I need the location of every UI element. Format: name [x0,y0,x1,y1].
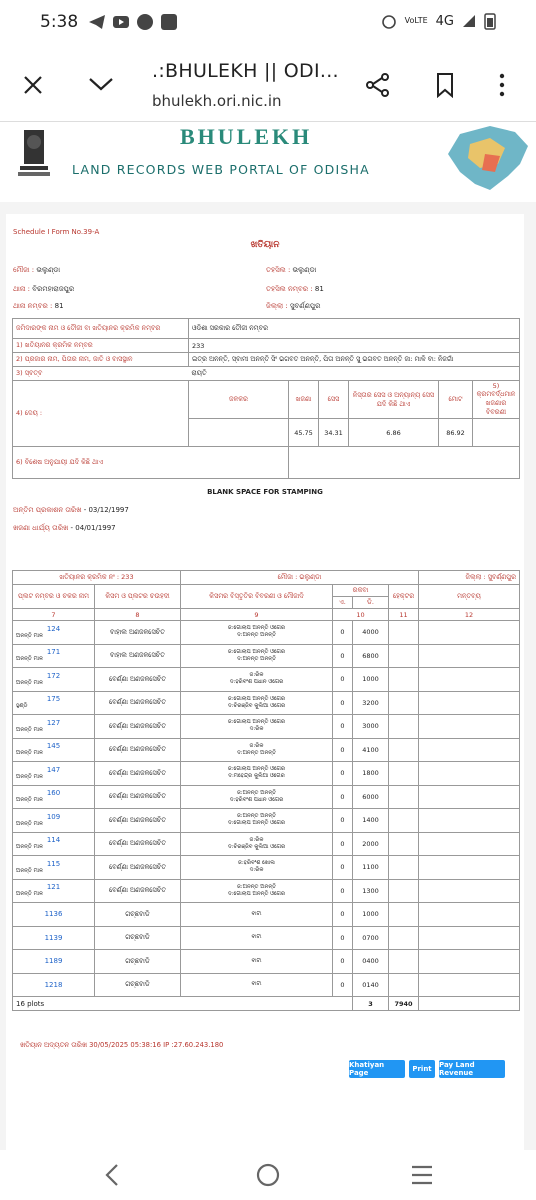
details-cell [181,926,333,950]
hectare-cell [389,832,419,856]
remarks-cell [419,809,520,833]
decimal-cell: 1300 [353,879,389,903]
r4-val-4: 6.86 [349,419,439,447]
plot-cell [13,785,95,809]
rent-date-label: ଖଜଣା ଧାର୍ଯ୍ୟ ତାରିଖ [13,524,69,532]
col-7-number: 7 [13,609,95,621]
decimal-cell: 4100 [353,738,389,762]
telegram-icon [88,14,106,30]
plot-cell [13,762,95,786]
viber-icon [136,13,154,31]
site-header [0,122,536,202]
schedule-form-label: Schedule I Form No.39-A [13,228,100,236]
plot-number-link[interactable]: 1218 [44,980,63,989]
plot-number-link[interactable]: 145 [46,742,61,751]
table-row [13,785,520,809]
plot-cell [13,950,95,974]
table-row [13,973,520,997]
kisam-cell: ବେର୍ଣ୍ଣା ଅଣଜଳସେଚିତ [95,762,181,786]
acre-cell: 0 [333,856,353,880]
details-line-2: ଦ:ଗୋଲାପ ଅନନ୍ତି ଓଗେର [227,820,286,827]
col-10a-header: ଏ. [333,597,353,609]
acre-cell: 0 [333,785,353,809]
final-pub-label: ଅନ୍ତିମ ପ୍ରକାଶନ ତାରିଖ [13,506,82,514]
acre-cell: 0 [333,715,353,739]
status-bar [0,0,536,46]
details-line-2: ଦ:ଅନନ୍ତ ଅନନ୍ତି [236,632,277,639]
mouza-label: ମୌଜା : [13,266,35,274]
total-plots: 16 plots [13,997,353,1011]
final-pub-date: - 03/12/1997 [83,506,129,514]
details-line-2: ଦ:ମହେନ୍ଦ୍ର କୁଲିଆ ଓଗେର [228,773,285,780]
kisam-cell: ବେର୍ଣ୍ଣା ଅଣଜଳସେଚିତ [95,879,181,903]
remarks-cell [419,738,520,762]
rent-date: - 04/01/1997 [70,524,116,532]
details-line-2: ଦ:ଚିରଞ୍ଜିବ କୁଲିଆ ଓଗେର [227,843,286,850]
hectare-cell [389,856,419,880]
volte-label: VoLTE [404,16,428,25]
mouza-value: ଭଲୁଣ୍ଡା [36,266,61,274]
remarks-cell [419,926,520,950]
acre-cell: 0 [333,668,353,692]
emblem-icon [14,126,54,182]
remarks-cell [419,785,520,809]
details-cell [181,738,333,762]
details-line-2: ଦ:ଚିରଞ୍ଜିବ କୁଲିଆ ଓଗେର [227,702,286,709]
remarks-cell [419,762,520,786]
plot-chaka: ଅନନ୍ତି ମାଳ [16,679,43,686]
close-icon[interactable] [22,74,44,96]
decimal-cell: 1400 [353,809,389,833]
remarks-cell [419,668,520,692]
web-page [0,122,536,1150]
col-8-number: 8 [95,609,181,621]
remarks-cell [419,644,520,668]
r4-val-6 [473,419,520,447]
browser-toolbar [0,46,536,122]
decimal-cell: 6000 [353,785,389,809]
details-cell [181,715,333,739]
alarm-icon [381,13,397,29]
hectare-cell [389,973,419,997]
plot-number-link[interactable]: 175 [46,695,61,704]
details-cell [181,950,333,974]
page-title: .:BHULEKH || ODI... [152,60,339,82]
total-decimal: 7940 [389,997,419,1011]
col-8-header: କିସମ ଓ ପ୍ଲଟର ଚଉହଦୀ [95,585,181,609]
tahasil-no-value: 81 [314,285,324,293]
plot-number-link[interactable]: 124 [46,624,61,633]
plot-chaka: ଅନନ୍ତି ମାଳ [16,773,43,780]
r4-val-1 [189,419,289,447]
r4-head-4: ନିସ୍ତାର ସେସ ଓ ଅନ୍ୟାନ୍ୟ ସେସ ଯଦି କିଛି ଥାଏ [349,381,439,419]
remarks-cell [419,973,520,997]
plots-khata-header: ଖତିୟାନର କ୍ରମିକ ନଂ : 233 [13,571,181,585]
details-line-1: ବାଟା [251,934,262,941]
brand-logo: BHULEKH [180,124,313,149]
plot-number-link[interactable]: 1136 [44,910,63,919]
details-line-1: ବାଟା [251,981,262,988]
details-line-1: ଜ:ଗୋଲାପ ଅନନ୍ତି ଓଗେର [227,766,286,773]
r4-val-5: 86.92 [439,419,473,447]
kisam-cell: ବେର୍ଣ୍ଣା ଅଣଜଳସେଚିତ [95,691,181,715]
plot-number-link[interactable]: 160 [46,789,61,798]
plot-number-link[interactable]: 114 [46,836,61,845]
plot-chaka: ଅନନ୍ତି ମାଳ [16,891,43,898]
plot-cell [13,879,95,903]
pay-land-revenue-button[interactable]: Pay Land Revenue [439,1060,505,1078]
decimal-cell: 1800 [353,762,389,786]
kisam-cell: ବାହାଲ ଅଣଜଳସେଚିତ [95,644,181,668]
table-row [13,950,520,974]
r4-head-1: ଜଳକର [189,381,289,419]
plot-chaka: ହୁଣ୍ଡି [16,703,28,710]
back-icon[interactable] [104,1162,120,1188]
decimal-cell: 4000 [353,621,389,645]
android-nav-bar [0,1150,536,1200]
kisam-cell: ବେର୍ଣ୍ଣା ଅଣଜଳସେଚିତ [95,668,181,692]
details-line-1: ଜ:ହରିବଂଶ ଖୋଲ [238,860,275,867]
district-label: ଜିଲ୍ଲା : [266,302,288,310]
table-row [13,621,520,645]
details-cell [181,856,333,880]
plot-cell [13,738,95,762]
remarks-cell [419,621,520,645]
details-line-1: ଜ:ଗୋଲାପ ଅନନ୍ତି ଓଗେର [227,695,286,702]
plot-chaka: ଅନନ୍ତି ମାଳ [16,797,43,804]
details-line-1: ଜ:ଅନନ୍ତ ଅନନ୍ତି [236,813,277,820]
details-cell [181,668,333,692]
plot-number-link[interactable]: 109 [46,812,61,821]
r1-value: 233 [189,339,520,353]
acre-cell: 0 [333,832,353,856]
details-cell [181,762,333,786]
details-cell [181,691,333,715]
status-time: 5:38 [40,12,79,32]
kisam-cell: ବାହାଲ ଅଣଜଳସେଚିତ [95,621,181,645]
plot-chaka: ଅନନ୍ତି ମାଳ [16,726,43,733]
details-line-1: ଜ:ରିକ [249,672,264,679]
decimal-cell: 2000 [353,832,389,856]
acre-cell: 0 [333,973,353,997]
details-cell [181,809,333,833]
bookmark-icon[interactable] [435,72,455,98]
acre-cell: 0 [333,621,353,645]
stamp-space: BLANK SPACE FOR STAMPING [207,488,323,496]
hectare-cell [389,950,419,974]
kisam-cell: ବେର୍ଣ୍ଣା ଅଣଜଳସେଚିତ [95,856,181,880]
plot-chaka: ଅନନ୍ତି ମାଳ [16,656,43,663]
plot-cell [13,856,95,880]
plot-cell [13,832,95,856]
acre-cell: 0 [333,926,353,950]
table-row [13,762,520,786]
details-line-2: ଦ:ଅନନ୍ତ ଅନନ୍ତି [236,749,277,756]
plot-chaka: ଅନନ୍ତି ମାଳ [16,750,43,757]
hectare-cell [389,785,419,809]
r4-val-2: 45.75 [289,419,319,447]
table-row [13,644,520,668]
details-cell [181,832,333,856]
details-cell [181,879,333,903]
r3-value: ରାୟତି [189,367,520,381]
kisam-cell: ଗଚ୍ଛବାଡି [95,903,181,927]
col-10b-header: ଡି. [353,597,389,609]
plot-chaka: ଅନନ୍ତି ମାଳ [16,844,43,851]
details-cell [181,644,333,668]
plot-chaka: ଅନନ୍ତି ମାଳ [16,632,43,639]
district-value: ସୁବର୍ଣ୍ଣପୁର [289,302,321,310]
total-empty [419,997,520,1011]
plot-chaka: ଅନନ୍ତି ମାଳ [16,820,43,827]
tahasil-value: ଭଲୁଣ୍ଡା [292,266,317,274]
decimal-cell: 0400 [353,950,389,974]
page-url[interactable]: bhulekh.ori.nic.in [152,92,282,110]
acre-cell: 0 [333,691,353,715]
table-row [13,926,520,950]
col-9-number: 9 [181,609,333,621]
hectare-cell [389,903,419,927]
plot-number-link[interactable]: 171 [46,648,61,657]
details-line-1: ଜ:ରିକ [249,836,264,843]
remarks-cell [419,950,520,974]
document-heading: ଖତିୟାନ [250,240,280,250]
r6-label: 6) ବିଶେଷ ଅନୁଯାୟୀ ଯଦି କିଛି ଥାଏ [13,447,289,479]
details-line-2: ଦ:ରିକ [249,726,264,733]
plot-number-link[interactable]: 172 [46,671,61,680]
details-line-1: ଜ:ରିକ [249,742,264,749]
kisam-cell: ବେର୍ଣ୍ଣା ଅଣଜଳସେଚିତ [95,785,181,809]
table-row [13,668,520,692]
remarks-cell [419,691,520,715]
plot-cell [13,668,95,692]
hectare-cell [389,879,419,903]
r6-value [289,447,520,479]
table-row [13,691,520,715]
plot-rows [13,621,520,997]
acre-cell: 0 [333,762,353,786]
plot-cell [13,973,95,997]
plot-cell [13,691,95,715]
plot-cell [13,715,95,739]
decimal-cell: 1100 [353,856,389,880]
acre-cell: 0 [333,879,353,903]
col-10-header: ରକବା [333,585,389,597]
kisam-cell: ବେର୍ଣ୍ଣା ଅଣଜଳସେଚିତ [95,809,181,833]
decimal-cell: 0140 [353,973,389,997]
table-row [13,856,520,880]
hectare-cell [389,621,419,645]
col-11-number: 11 [389,609,419,621]
r4-head-6: 5) କ୍ରମବର୍ଦ୍ଧମାନ ଖଜଣାର ବିବରଣୀ [473,381,520,419]
hectare-cell [389,809,419,833]
thana-value: ବିରମହାରାଜପୁର [32,285,75,293]
remarks-cell [419,856,520,880]
col-12-header: ମନ୍ତବ୍ୟ [419,585,520,609]
kisam-cell: ଗଚ୍ଛବାଡି [95,926,181,950]
details-line-2: ଦ:ଗୋଲାପ ଅନନ୍ତି ଓଗେର [227,890,286,897]
r0-value: ଓଡିଶା ସରକାର ତୌଜୀ ନମ୍ବର [189,319,520,339]
plot-cell [13,926,95,950]
details-line-2: ଦ:ହରିବଂଶ ପଧାନ ଓଗେର [229,796,284,803]
details-line-1: ବାଟା [251,957,262,964]
thana-no-label: ଥାନା ନମ୍ବର : [13,302,53,310]
details-line-2: ଦ:ଅନନ୍ତ ଅନନ୍ତି [236,655,277,662]
khatiyan-sheet [6,214,524,1150]
tahasil-no-label: ତହସିଲ ନମ୍ବର : [266,285,313,293]
col-7-header: ପ୍ଲଟ ନମ୍ବର ଓ ଚକର ନାମ [13,585,95,609]
decimal-cell: 1000 [353,903,389,927]
plot-number-link[interactable]: 127 [46,718,61,727]
plots-district-header: ଜିଲ୍ଲା : ସୁବର୍ଣ୍ଣପୁର [419,571,520,585]
khatiyan-details-table [12,318,520,479]
plots-table [12,570,520,1011]
plot-cell [13,809,95,833]
details-cell [181,973,333,997]
kisam-cell: ବେର୍ଣ୍ଣା ଅଣଜଳସେଚିତ [95,832,181,856]
details-line-1: ଜ:ଅନନ୍ତ ଅନନ୍ତି [236,789,277,796]
details-line-1: ଜ:ଗୋଲାପ ଅନନ୍ତି ଓଗେର [227,625,286,632]
details-line-1: ଜ:ଗୋଲାପ ଅନନ୍ତି ଓଗେର [227,648,286,655]
total-acre: 3 [353,997,389,1011]
decimal-cell: 6800 [353,644,389,668]
plot-chaka: ଅନନ୍ତି ମାଳ [16,867,43,874]
r4-head-2: ଖଜଣା [289,381,319,419]
status-right [381,12,496,30]
plots-mouza-header: ମୌଜା : ଭଲୁଣ୍ଡା [181,571,419,585]
details-line-2: ଦ:ହରିବଂଶ ପଧାନ ଓଗେର [229,679,284,686]
hectare-cell [389,762,419,786]
odisha-map-icon [440,124,530,194]
plot-cell [13,621,95,645]
network-label: 4G [435,13,454,29]
print-button[interactable]: Print [409,1060,435,1078]
details-cell [181,621,333,645]
acre-cell: 0 [333,644,353,668]
battery-icon [484,12,496,30]
tahasil-label: ତହସିଲ : [266,266,291,274]
acre-cell: 0 [333,738,353,762]
hectare-cell [389,644,419,668]
r4-label: 4) ଦେୟ : [13,381,189,447]
home-icon[interactable] [255,1162,281,1188]
thana-label: ଥାନା : [13,285,31,293]
r3-label: 3) ସ୍ବତ୍ବ [13,367,189,381]
plot-number-link[interactable]: 121 [46,883,61,892]
khatiyan-page-button[interactable]: Khatiyan Page [349,1060,405,1078]
r1-label: 1) ଖତିୟାନର କ୍ରମିକ ନମ୍ବର [13,339,189,353]
decimal-cell: 3200 [353,691,389,715]
kisam-cell: ଗଚ୍ଛବାଡି [95,950,181,974]
remarks-cell [419,879,520,903]
more-icon[interactable] [498,72,506,98]
acre-cell: 0 [333,809,353,833]
r4-head-5: ମୋଟ [439,381,473,419]
acre-cell: 0 [333,950,353,974]
plot-cell [13,644,95,668]
acre-cell: 0 [333,903,353,927]
last-updated: ଖତିୟାନ ଅଦ୍ୟତନ ତାରିଖ 30/05/2025 05:38:16 IP :27.60.243.180 [20,1041,224,1049]
plot-number-link[interactable]: 147 [46,765,61,774]
thana-no-value: 81 [54,302,64,310]
decimal-cell: 3000 [353,715,389,739]
col-12-number: 12 [419,609,520,621]
hectare-cell [389,738,419,762]
hectare-cell [389,926,419,950]
table-row [13,903,520,927]
remarks-cell [419,832,520,856]
r2-label: 2) ପ୍ରଜାର ନାମ, ପିତାର ନାମ, ଜାତି ଓ ବାସସ୍ଥାନ [13,353,189,367]
plot-number-link[interactable]: 1189 [44,957,63,966]
plot-number-link[interactable]: 1139 [44,933,63,942]
decimal-cell: 0700 [353,926,389,950]
hectare-cell [389,691,419,715]
table-row [13,715,520,739]
youtube-icon [112,14,130,30]
decimal-cell: 1000 [353,668,389,692]
table-row [13,809,520,833]
table-row [13,738,520,762]
site-subtitle: LAND RECORDS WEB PORTAL OF ODISHA [72,162,370,177]
details-line-1: ଜ:ଅନନ୍ତ ଅନନ୍ତି [236,883,277,890]
hectare-cell [389,715,419,739]
r4-head-3: ସେସ [319,381,349,419]
col-11-header: ହେକ୍ଟର [389,585,419,609]
details-cell [181,903,333,927]
kisam-cell: ବେର୍ଣ୍ଣା ଅଣଜଳସେଚିତ [95,715,181,739]
recents-icon[interactable] [410,1164,434,1186]
table-row [13,879,520,903]
chevron-down-icon[interactable] [88,76,114,92]
col-10-number: 10 [333,609,389,621]
r4-val-3: 34.31 [319,419,349,447]
details-line-2: ଦ:ରିକ [249,867,264,874]
signal-icon [462,14,476,28]
plot-cell [13,903,95,927]
r2-value: ଇତ୍ର ଅନନ୍ତି, ସ୍ବାମୀ ଅନନ୍ତି ସିଂ ଭଗବତ ଅନନ୍ତି, ପିତା ଅନନ୍ତି ସୁ ଭଗବତ ଅନନ୍ତି ଜା: ମାଳି ବା: ନିଜଗାଁ [189,353,520,367]
remarks-cell [419,903,520,927]
kisam-cell: ଗଚ୍ଛବାଡି [95,973,181,997]
hectare-cell [389,668,419,692]
plot-number-link[interactable]: 115 [46,859,61,868]
remarks-cell [419,715,520,739]
share-icon[interactable] [365,72,391,98]
table-row [13,832,520,856]
messenger-icon [160,13,178,31]
details-line-1: ବାଟା [251,910,262,917]
details-line-1: ଜ:ଗୋଲାପ ଅନନ୍ତି ଓଗେର [227,719,286,726]
kisam-cell: ବେର୍ଣ୍ଣା ଅଣଜଳସେଚିତ [95,738,181,762]
col-9-header: କିସମର ବିସ୍ତୃତିର ବିବରଣୀ ଓ ମୌଜାଦି [181,585,333,609]
r0-label: ଜମିଦାରଙ୍କ ନାମ ଓ ତୌଜୀ ବା ଖତିୟାନର କ୍ରମିକ ନମ୍ବର [13,319,189,339]
details-cell [181,785,333,809]
